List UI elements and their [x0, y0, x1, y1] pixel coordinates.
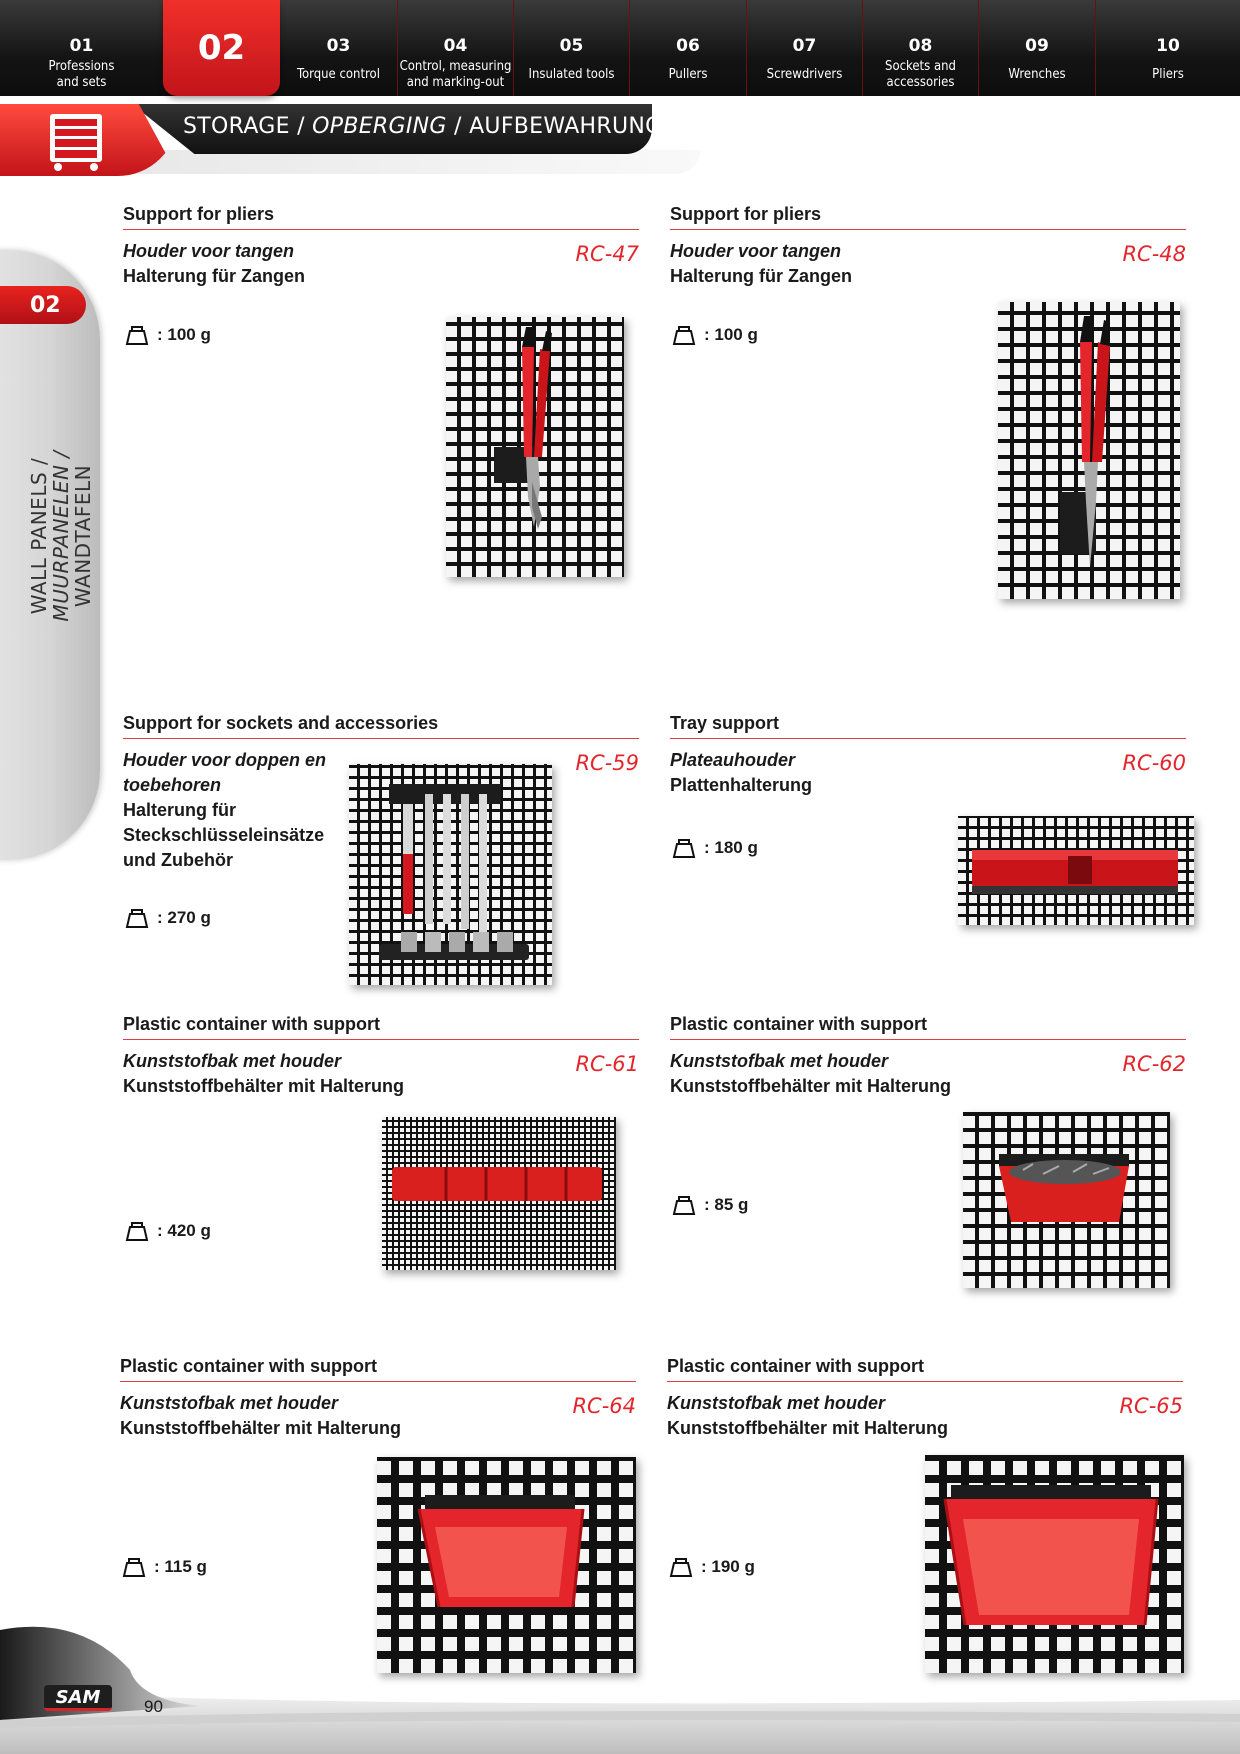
- product-title-en: Plastic container with support: [670, 1014, 928, 1034]
- tab-07[interactable]: [746, 0, 862, 96]
- tab-02-active[interactable]: [163, 0, 280, 96]
- product-code: RC-61: [575, 1052, 639, 1076]
- chapter-navigation: [0, 0, 1240, 96]
- product-weight: : 270 g: [123, 907, 211, 929]
- product-weight: : 85 g: [670, 1194, 748, 1216]
- product-image-rc-59: [349, 764, 552, 985]
- product-title-nl: Plateauhouder: [670, 750, 796, 770]
- tab-label: Pliers: [1152, 67, 1184, 82]
- tab-number: 06: [676, 36, 700, 56]
- tab-label: Wrenches: [1008, 67, 1066, 82]
- weight-icon: [123, 1220, 151, 1242]
- divider-line: [670, 1039, 1186, 1040]
- tab-number: 10: [1156, 36, 1180, 56]
- weight-icon: [670, 837, 698, 859]
- product-weight: : 115 g: [120, 1556, 207, 1578]
- tab-number: 07: [792, 36, 817, 56]
- product-title-nl: Kunststofbak met houder: [667, 1393, 886, 1413]
- side-category-label: WALL PANELS / MUURPANELEN / WANDTAFELN: [27, 450, 95, 622]
- tool-cabinet-icon: [46, 112, 106, 172]
- product-title-nl: Houder voor tangen: [670, 241, 842, 261]
- product-code: RC-59: [575, 751, 639, 775]
- tab-05[interactable]: [513, 0, 629, 96]
- tab-number: 05: [559, 36, 584, 56]
- tab-number: 02: [197, 28, 246, 68]
- weight-icon: [123, 907, 151, 929]
- product-title-nl: Houder voor tangen: [123, 241, 295, 261]
- tab-10[interactable]: [1095, 0, 1240, 96]
- product-image-rc-60: [958, 816, 1194, 925]
- product-image-rc-61: [382, 1117, 616, 1270]
- tab-04[interactable]: [397, 0, 513, 96]
- product-title-en: Plastic container with support: [123, 1014, 381, 1034]
- product-title-en: Tray support: [670, 713, 780, 733]
- product-weight: : 100 g: [670, 324, 758, 346]
- weight-icon: [120, 1556, 148, 1578]
- product-title-de: Kunststoffbehälter mit Halterung: [667, 1418, 949, 1438]
- tab-number: 01: [69, 36, 94, 56]
- product-title-en: Plastic container with support: [667, 1356, 925, 1376]
- product-title-de: Kunststoffbehälter mit Halterung: [670, 1076, 952, 1096]
- product-title-de: Kunststoffbehälter mit Halterung: [120, 1418, 402, 1438]
- tab-label: Sockets and accessories: [885, 59, 956, 90]
- product-title-nl: Kunststofbak met houder: [120, 1393, 339, 1413]
- tab-number: 08: [908, 36, 933, 56]
- tab-label: Torque control: [297, 67, 380, 82]
- product-code: RC-47: [575, 242, 639, 266]
- tab-label: Insulated tools: [528, 67, 615, 82]
- tab-08[interactable]: [862, 0, 978, 96]
- divider-line: [670, 229, 1186, 230]
- product-code: RC-48: [1122, 242, 1186, 266]
- divider-line: [670, 738, 1186, 739]
- tab-number: 04: [443, 36, 468, 56]
- weight-icon: [667, 1556, 695, 1578]
- tab-label: Screwdrivers: [766, 67, 843, 82]
- product-title-nl: Kunststofbak met houder: [123, 1051, 342, 1071]
- product-image-rc-62: [963, 1112, 1170, 1288]
- tab-03[interactable]: [280, 0, 397, 96]
- product-weight: : 190 g: [667, 1556, 755, 1578]
- tab-label: Professions and sets: [48, 59, 115, 90]
- product-title-en: Support for pliers: [123, 204, 275, 224]
- divider-line: [123, 738, 639, 739]
- weight-icon: [670, 324, 698, 346]
- product-title-en: Support for sockets and accessories: [123, 713, 439, 733]
- product-title-nl: Houder voor doppen en toebehoren: [123, 750, 327, 795]
- divider-line: [667, 1381, 1183, 1382]
- page-number: 90: [144, 1697, 163, 1716]
- divider-line: [120, 1381, 636, 1382]
- product-image-rc-47: [446, 317, 624, 577]
- product-title-de: Halterung für Steckschlüsseleinsätze und Zubehör: [123, 800, 325, 870]
- tab-01[interactable]: [0, 0, 163, 96]
- product-title-de: Kunststoffbehälter mit Halterung: [123, 1076, 405, 1096]
- product-title-de: Halterung für Zangen: [670, 266, 853, 286]
- tab-09[interactable]: [978, 0, 1095, 96]
- product-code: RC-65: [1119, 1394, 1183, 1418]
- side-chapter-number: 02: [0, 286, 86, 324]
- divider-line: [123, 1039, 639, 1040]
- product-title-en: Support for pliers: [670, 204, 822, 224]
- sam-logo: SAM: [44, 1685, 112, 1711]
- divider-line: [123, 229, 639, 230]
- footer-swoosh: [0, 1610, 1240, 1754]
- product-title-de: Halterung für Zangen: [123, 266, 306, 286]
- product-weight: : 100 g: [123, 324, 211, 346]
- product-image-rc-48: [998, 302, 1180, 599]
- section-title: STORAGE / OPBERGING / AUFBEWAHRUNG: [183, 114, 663, 139]
- weight-icon: [123, 324, 151, 346]
- weight-icon: [670, 1194, 698, 1216]
- tab-label: Control, measuring and marking-out: [399, 59, 512, 90]
- tab-label: Pullers: [668, 67, 708, 82]
- tab-06[interactable]: [629, 0, 746, 96]
- product-title-nl: Kunststofbak met houder: [670, 1051, 889, 1071]
- tab-number: 09: [1025, 36, 1049, 56]
- product-title-en: Plastic container with support: [120, 1356, 378, 1376]
- product-weight: : 420 g: [123, 1220, 211, 1242]
- product-weight: : 180 g: [670, 837, 758, 859]
- product-title-de: Plattenhalterung: [670, 775, 813, 795]
- tab-number: 03: [326, 36, 351, 56]
- product-code: RC-64: [572, 1394, 636, 1418]
- product-code: RC-62: [1122, 1052, 1186, 1076]
- product-code: RC-60: [1122, 751, 1186, 775]
